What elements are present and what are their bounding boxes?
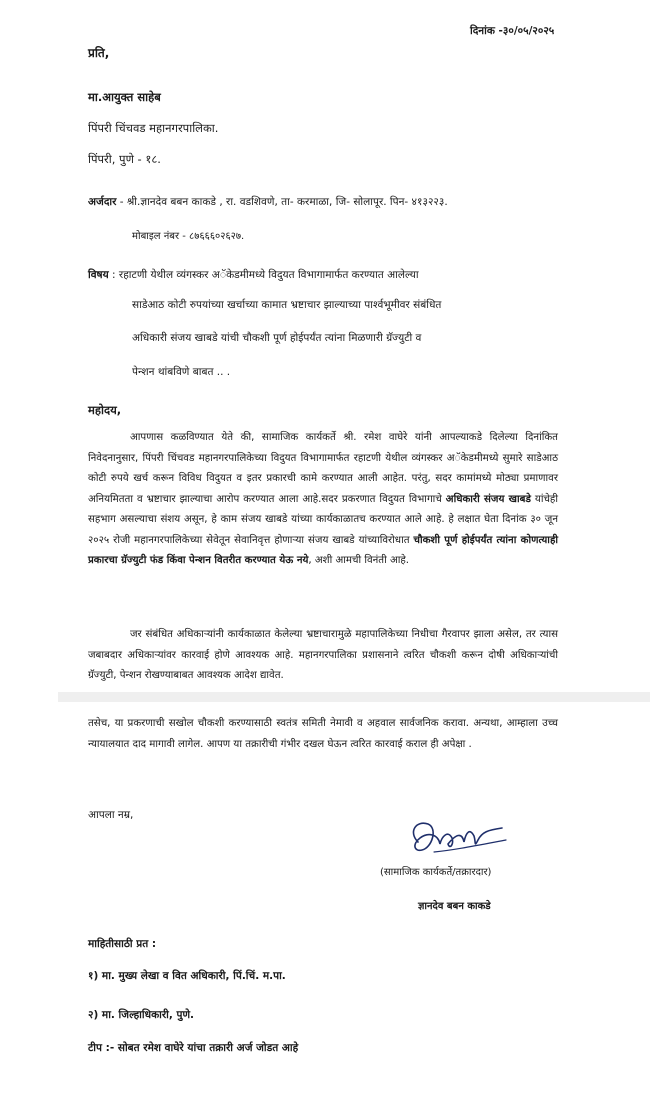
- letter-date: दिनांक -३०/०५/२०२५: [470, 25, 555, 37]
- recipient-organization: पिंपरी चिंचवड महानगरपालिका.: [88, 121, 219, 135]
- para1-bold-2: चौकशी पूर्ण होईपर्यंत त्यांना कोणत्याही प्रकारचा ग्रॅज्युटी फंड किंवा पेन्शन वितरीत करण्यात येऊ नये: [88, 534, 558, 566]
- cc-item: २) मा. जिल्हाधिकारी, पुणे.: [88, 1009, 195, 1021]
- handwritten-signature: [404, 814, 514, 866]
- body-paragraph-2: [88, 625, 558, 687]
- cc-item: १) मा. मुख्य लेखा व वित अधिकारी, पिं.चिं. म.पा.: [88, 970, 286, 982]
- salutation: महोदय,: [88, 403, 122, 417]
- subject-line-2: साडेआठ कोटी रुपयांच्या खर्चाच्या कामात भ्रष्टाचार झाल्याच्या पार्श्वभूमीवर संबंधित: [132, 299, 442, 311]
- subject-text-1: : रहाटणी येथील व्यंगस्कर अॅकेडमीमध्ये विदुयत विभागामार्फत करण्यात आलेल्या: [108, 269, 419, 281]
- recipient-city: पिंपरी, पुणे - १८.: [88, 152, 161, 166]
- para1-text-2: यांचेही सहभाग असल्याचा संशय असून, हे काम संजय खाबडे यांच्या कार्यकाळातच करण्यात आले आहे. हे लक्षात घेता दिनांक ३० जून २०२५ रोजी महानगरपालिकेच्या सेवेतून सेवानिवृत्त होणाऱ्या संजय खाबडे यांच्याविरोधात: [88, 493, 558, 546]
- applicant-line: [88, 195, 448, 209]
- applicant-mobile: मोबाइल नंबर - ८७६६६०२६२७.: [132, 231, 245, 242]
- body-paragraph-1: [88, 428, 558, 572]
- info-heading: माहितीसाठी प्रत :: [88, 938, 157, 950]
- to-label: प्रति,: [88, 46, 110, 60]
- subject-label: विषय: [88, 269, 109, 281]
- para2-text: जर संबंधित अधिकाऱ्यांनी कार्यकाळात केलेल्या भ्रष्टाचारामुळे महापालिकेच्या निधीचा गैरवापर झाला असेल, तर त्यास जबाबदार अधिकाऱ्यांवर कारवाई होणे आवश्यक आहे. महानगरपालिका प्रशासनाने त्वरित चौकशी करून दोषी अधिकाऱ्यांची ग्रॅज्युटी, पेन्शन रोखण्याबाबत आवश्यक आदेश द्यावेत.: [88, 629, 558, 681]
- signer-role: (सामाजिक कार्यकर्ते/तक्रारदार): [380, 867, 492, 878]
- body-paragraph-3: तसेच, या प्रकरणाची सखोल चौकशी करण्यासाठी स्वतंत्र समिती नेमावी व अहवाल सार्वजनिक करावा. अन्यथा, आम्हाला उच्च न्यायालयात दाद मागावी लागेल. आपण या तक्रारीची गंभीर दखल घेऊन त्वरित कारवाई कराल ही अपेक्षा .: [88, 718, 558, 750]
- para1-text-3: , अशी आमची विनंती आहे.: [308, 555, 410, 566]
- signature-icon: [404, 814, 514, 862]
- recipient-title: मा.आयुक्त साहेब: [88, 90, 161, 104]
- note-line: टीप :- सोबत रमेश वाघेरे यांचा तक्रारी अर्ज जोडत आहे: [88, 1042, 299, 1054]
- subject-line-4: पेन्शन थांबविणे बाबत .. .: [132, 366, 231, 378]
- subject-line-3: अधिकारी संजय खाबडे यांची चौकशी पूर्ण होईपर्यंत त्यांना मिळणारी ग्रॅज्युटी व: [132, 332, 422, 344]
- applicant-label: अर्जदार: [88, 196, 117, 208]
- para1-bold-1: अधिकारी संजय खाबडे: [445, 493, 531, 505]
- scan-fold-band: [58, 692, 650, 702]
- subject-line-1: [88, 268, 419, 282]
- para1-text-1: आपणास कळविण्यात येते की, सामाजिक कार्यकर्ते श्री. रमेश वाघेरे यांनी आपल्याकडे दिलेल्या दिनांकित निवेदनानुसार, पिंपरी चिंचवड महानगरपालिकेच्या विदुयत विभागामार्फत रहाटणी येथील व्यंगस्कर अॅकेडमीमध्ये सुमारे साडेआठ कोटी रुपये खर्च करून विविध विदुयत व इतर प्रकारची कामे करण्यात आली आहेत. परंतु, सदर कामांमध्ये मोठ्या प्रमाणावर अनियमितता व भ्रष्टाचार झाल्याचा आरोप करण्यात आला आहे.सदर प्रकरणात विदुयत विभागाचे: [88, 432, 558, 505]
- signer-name: ज्ञानदेव बबन काकडे: [418, 901, 491, 912]
- applicant-details: - श्री.ज्ञानदेव बबन काकडे , रा. वडशिवणे, ता- करमाळा, जि- सोलापूर. पिन- ४१३२२३.: [116, 196, 448, 208]
- closing-line: आपला नम्र,: [88, 809, 134, 821]
